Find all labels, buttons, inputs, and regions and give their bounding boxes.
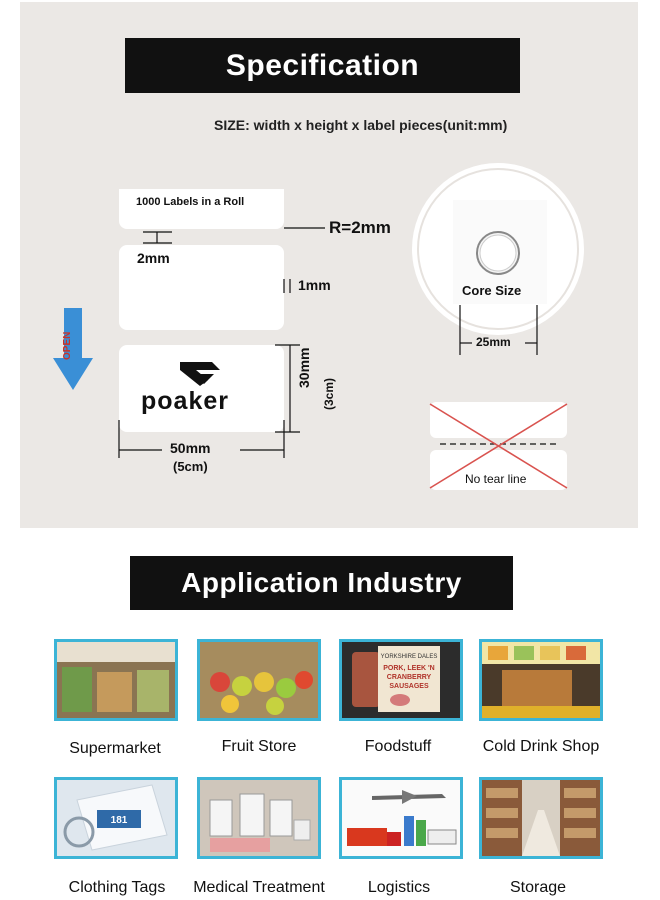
- no-tear-line-label: No tear line: [465, 472, 527, 486]
- food-pack-line4: SAUSAGES: [389, 683, 429, 690]
- core-size-label: Core Size: [462, 283, 522, 298]
- caption-supermarket: Supermarket: [69, 740, 161, 757]
- medical-treatment-photo: [197, 777, 321, 859]
- food-pack-line3: CRANBERRY: [386, 674, 432, 681]
- caption-clothing-tags: Clothing Tags: [68, 879, 166, 896]
- storage-photo: [479, 777, 603, 859]
- brand-logo-text: poaker: [141, 387, 229, 415]
- caption-logistics: Logistics: [367, 879, 431, 896]
- height-mm-label: 30mm: [296, 347, 312, 388]
- gap-vertical-label: 1mm: [298, 277, 331, 293]
- logistics-photo: [339, 777, 463, 859]
- food-pack-line2: PORK, LEEK 'N: [383, 665, 435, 672]
- caption-medical-treatment: Medical Treatment: [193, 879, 325, 896]
- core-roll-icon: [412, 163, 584, 355]
- supermarket-photo: [54, 639, 178, 721]
- caption-foodstuff: Foodstuff: [364, 738, 432, 755]
- radius-label: R=2mm: [329, 218, 391, 237]
- caption-storage: Storage: [509, 879, 567, 896]
- caption-cold-drink-shop: Cold Drink Shop: [482, 738, 600, 755]
- roll-count-text: 1000 Labels in a Roll: [136, 196, 245, 208]
- size-description: SIZE: width x height x label pieces(unit:mm): [214, 117, 508, 133]
- core-size-value: 25mm: [476, 335, 511, 349]
- height-cm-label: (3cm): [322, 377, 336, 410]
- foodstuff-photo: [339, 639, 463, 721]
- food-pack-line1: YORKSHIRE DALES: [380, 654, 438, 660]
- clothing-tags-photo: [54, 777, 178, 859]
- open-arrow-icon: [53, 308, 93, 390]
- specification-title: Specification: [125, 38, 520, 93]
- width-mm-label: 50mm: [170, 440, 211, 456]
- gap-horizontal-label: 2mm: [137, 250, 170, 266]
- width-cm-label: (5cm): [173, 459, 208, 474]
- caption-fruit-store: Fruit Store: [221, 738, 297, 755]
- open-label: OPEN: [62, 331, 73, 360]
- tag-number-text: 181: [110, 815, 128, 826]
- poaker-logo-icon: [180, 362, 220, 386]
- fruit-store-photo: [197, 639, 321, 721]
- application-title: Application Industry: [130, 556, 513, 610]
- cold-drink-shop-photo: [479, 639, 603, 721]
